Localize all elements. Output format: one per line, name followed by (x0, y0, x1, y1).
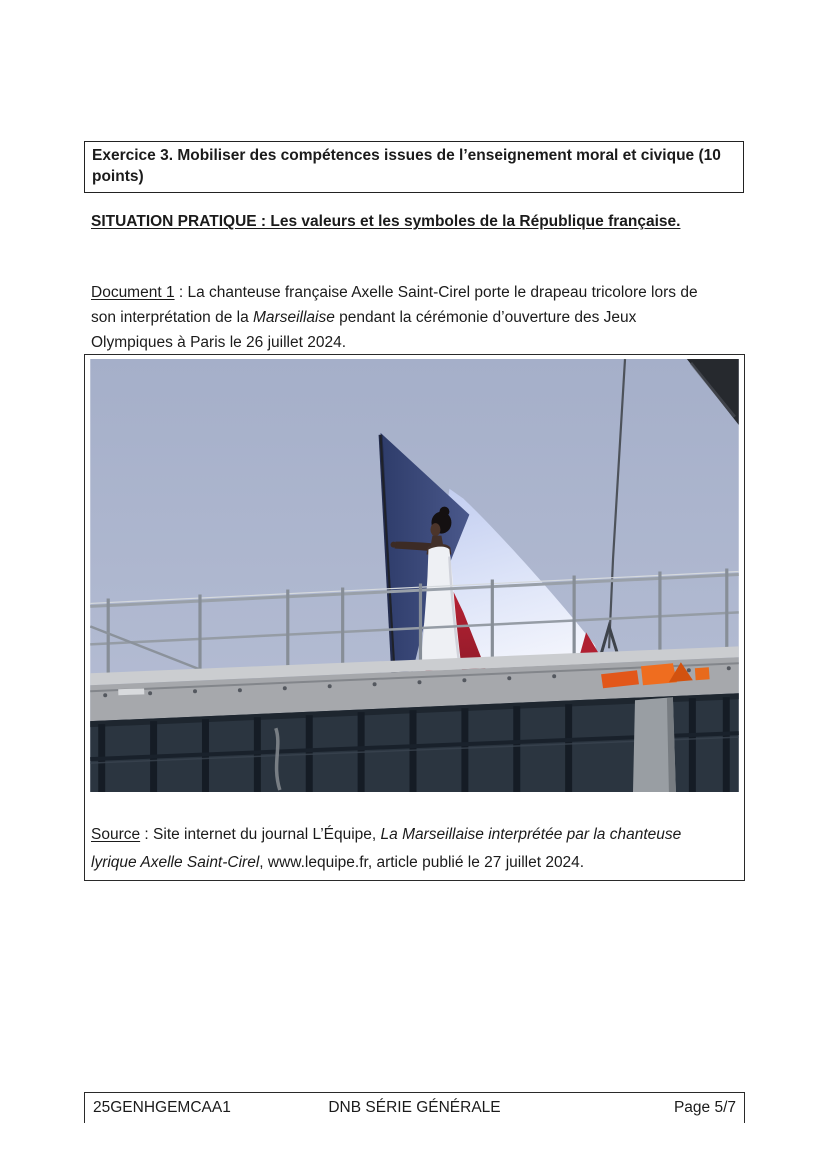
walkway-highlight-plate (118, 688, 144, 695)
document1-photo (90, 359, 739, 792)
exercise-title-line2: points) (92, 168, 144, 185)
source-line1 (91, 821, 681, 849)
document1-line2-end: pendant la cérémonie d’ouverture des Jeux (334, 309, 637, 326)
source-line2-end: , www.lequipe.fr, article publié le 27 juillet 2024. (259, 854, 585, 871)
source-line1-italic: La Marseillaise interprétée par la chanteuse (380, 826, 682, 843)
singer-hand (391, 542, 397, 548)
document1-intro (91, 280, 698, 355)
orange-vest-3 (695, 667, 710, 680)
exercise-title-box (84, 141, 744, 193)
situation-heading: SITUATION PRATIQUE : Les valeurs et les symboles de la République française. (91, 213, 681, 230)
source-label: Source (91, 826, 141, 843)
footer-series-label: DNB SÉRIE GÉNÉRALE (328, 1099, 501, 1116)
source-line1-mid: : Site internet du journal L’Équipe, (140, 826, 381, 843)
document1-line2-italic: Marseillaise (253, 309, 335, 326)
source-caption (91, 821, 681, 877)
source-line2-italic: lyrique Axelle Saint-Cirel (91, 854, 260, 871)
page-footer (84, 1092, 745, 1123)
document1-line1-rest: : La chanteuse française Axelle Saint-Cirel porte le drapeau tricolore lors de (174, 284, 698, 301)
footer-reference-code: 25GENHGEMCAA1 (93, 1099, 231, 1116)
singer-face (430, 523, 440, 536)
photo-illustration (90, 359, 739, 792)
document1-intro-line2 (91, 305, 698, 330)
document1-label: Document 1 (91, 284, 175, 301)
footer-page-number: Page 5/7 (673, 1099, 736, 1116)
document1-intro-line3: Olympiques à Paris le 26 juillet 2024. (91, 334, 347, 351)
document1-intro-line1 (91, 280, 698, 305)
source-line2 (91, 849, 681, 877)
document1-figure-frame (84, 354, 745, 881)
document1-line2-start: son interprétation de la (91, 309, 253, 326)
singer-hair-bun (439, 507, 449, 517)
exercise-title-line1: Exercice 3. Mobiliser des compétences issues de l’enseignement moral et civique (10 (92, 147, 721, 164)
